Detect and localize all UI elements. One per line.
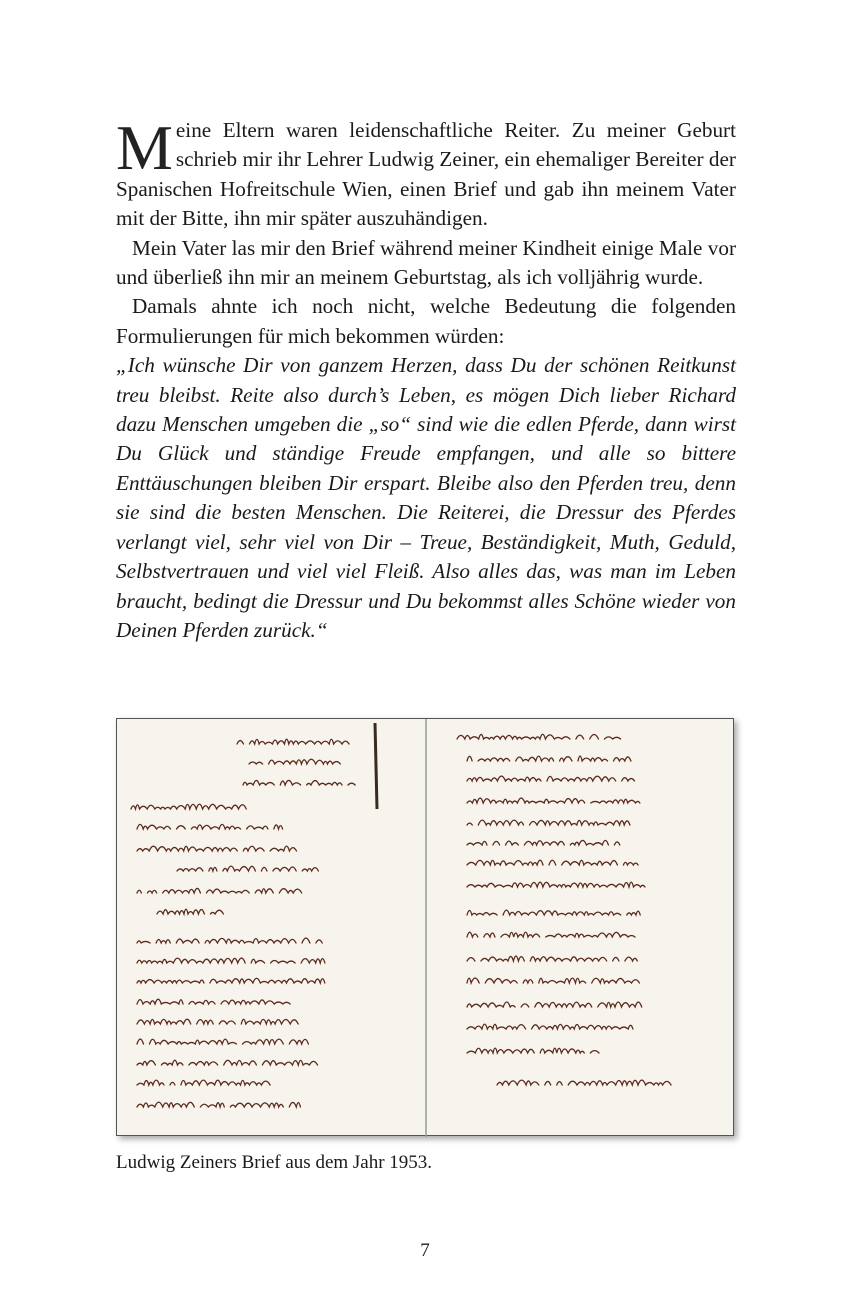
- handwriting-line: [467, 882, 645, 887]
- handwriting-line: [137, 1019, 298, 1024]
- body-text: [116, 112, 736, 645]
- handwriting-line: [137, 978, 325, 983]
- handwriting-line: [467, 820, 630, 825]
- handwriting-line: [467, 840, 620, 845]
- handwriting-line: [177, 866, 318, 871]
- fold-crease: [375, 723, 377, 809]
- handwriting-line: [137, 958, 325, 963]
- handwriting-line: [137, 999, 290, 1004]
- handwriting-line: [157, 909, 229, 914]
- handwriting-line: [137, 1080, 276, 1085]
- handwriting-line: [249, 759, 340, 764]
- handwriting-line: [467, 956, 637, 961]
- handwriting-line: [467, 1024, 633, 1029]
- handwriting-line: [137, 1060, 318, 1065]
- handwriting-line: [137, 846, 303, 851]
- handwriting-line: [467, 1002, 642, 1007]
- handwritten-letter-image: [116, 718, 734, 1136]
- handwriting-line: [137, 1039, 308, 1044]
- handwriting-line: [467, 860, 638, 865]
- handwriting-line: [467, 978, 646, 983]
- drop-cap: M: [116, 112, 173, 183]
- paragraph-1-text: eine Eltern waren leidenschaftliche Reiter. Zu meiner Geburt schrieb mir ihr Lehrer Ludwig Zeiner, ein ehemaliger Bereiter der Spanischen Hofreitschule Wien, einen Brief und gab ihn meinem Vater mit der Bitte, ihn mir später auszuhändigen.: [116, 118, 736, 231]
- handwriting-line: [131, 804, 246, 809]
- handwriting-line: [467, 910, 640, 915]
- handwriting-line: [467, 798, 640, 803]
- paragraph-3: Damals ahnte ich noch nicht, welche Bedeutung die folgenden Formulierungen für mich bekommen würden:: [116, 294, 736, 348]
- handwriting-line: [137, 938, 322, 943]
- page-number: 7: [420, 1240, 430, 1261]
- paragraph-2: Mein Vater las mir den Brief während meiner Kindheit einige Male vor und überließ ihn mir an meinem Geburtstag, als ich volljährig wurde.: [116, 235, 736, 290]
- handwriting-line: [457, 734, 627, 739]
- handwriting-line: [137, 824, 283, 829]
- figure-caption: Ludwig Zeiners Brief aus dem Jahr 1953.: [116, 1152, 433, 1173]
- handwriting-scribbles: [117, 719, 735, 1137]
- handwriting-line: [243, 780, 355, 785]
- handwriting-line: [467, 756, 631, 761]
- handwriting-line: [237, 739, 349, 744]
- handwriting-line: [137, 1102, 300, 1107]
- handwriting-line: [467, 1048, 599, 1053]
- paragraph-1: [116, 112, 736, 234]
- handwriting-line: [467, 776, 635, 781]
- handwriting-line: [137, 888, 302, 893]
- handwriting-line: [467, 932, 635, 937]
- ink-lines: [131, 734, 671, 1107]
- handwriting-line: [497, 1080, 671, 1085]
- letter-quote: „Ich wünsche Dir von ganzem Herzen, dass Du der schönen Reitkunst treu bleibst. Reite also durch’s Leben, es mögen Dich lieber Richard dazu Menschen umgeben die „so“ sind wie die edlen Pferde, dann wirst Du Glück und ständige Freude empfangen, und alle so bittere Enttäuschungen bleiben Dir erspart. Bleibe also den Pferden treu, denn sie sind die besten Menschen. Die Reiterei, die Dressur des Pferdes verlangt viel, sehr viel von Dir – Treue, Beständigkeit, Muth, Geduld, Selbstvertrauen und viel viel Fleiß. Also alles das, was man im Leben braucht, bedingt die Dressur und Du bekommst alles Schöne wieder von Deinen Pferden zurück.“: [116, 353, 736, 642]
